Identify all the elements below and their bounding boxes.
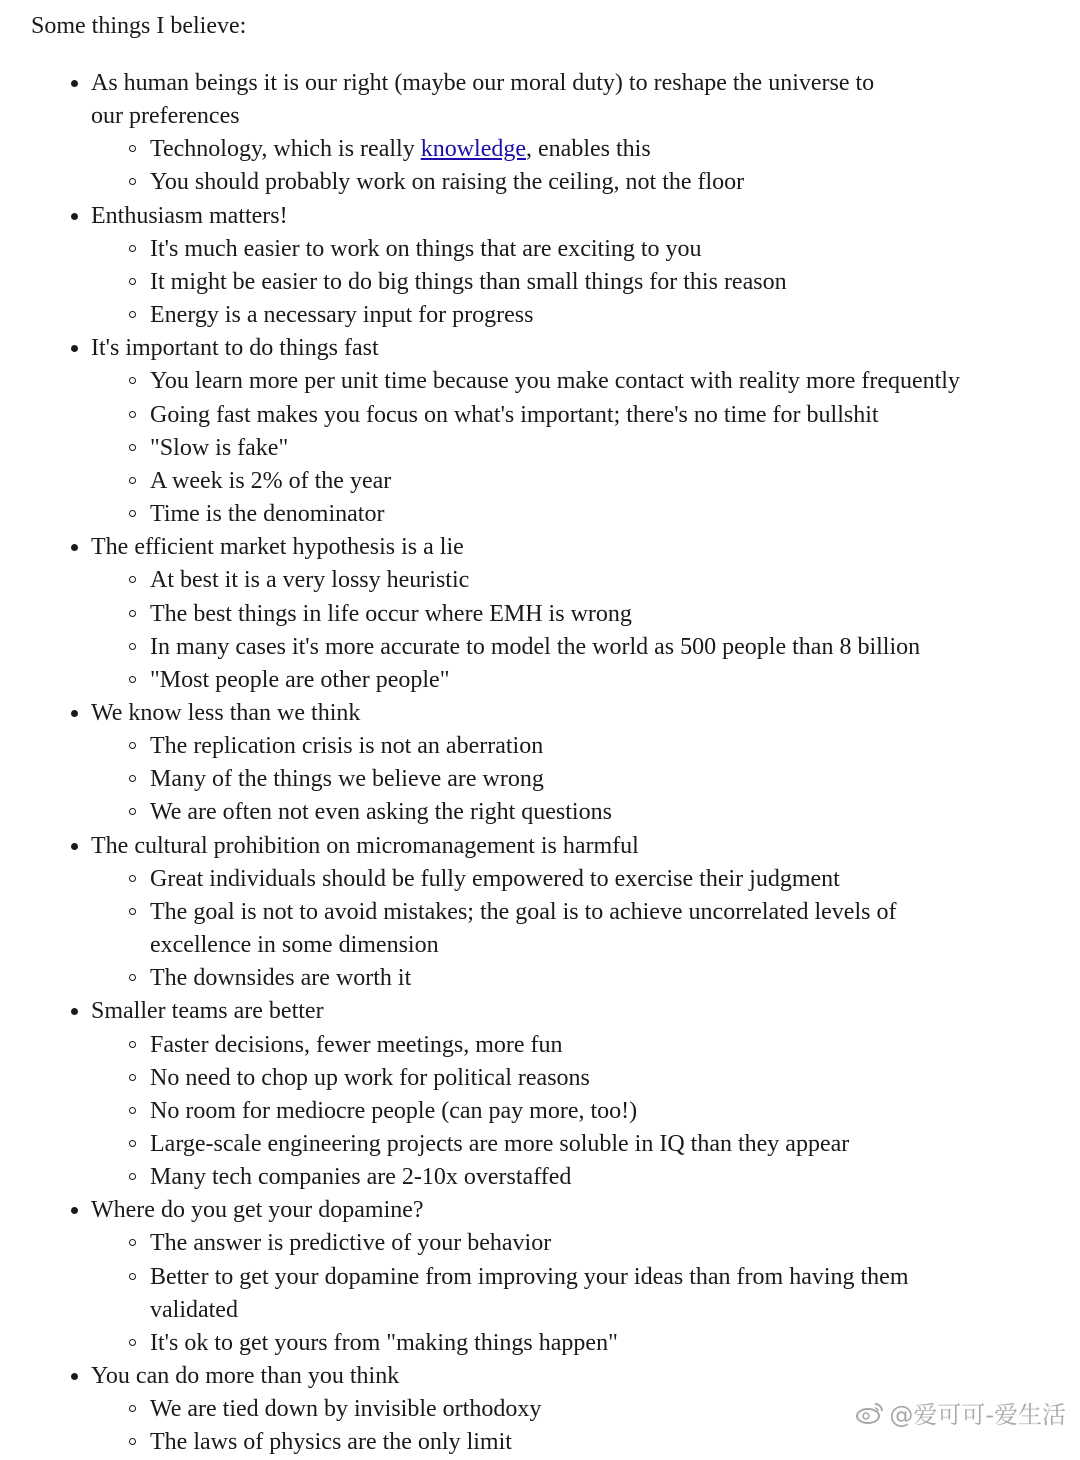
sub-item-text — [150, 133, 1000, 166]
sub-list — [91, 233, 1040, 332]
bullet-circle-icon — [129, 1173, 136, 1180]
sub-list — [91, 730, 1040, 829]
sub-item — [91, 1261, 1040, 1327]
sub-item — [91, 730, 1040, 763]
bullet-circle-icon — [129, 178, 136, 185]
bullet-disc-icon — [71, 1373, 78, 1380]
sub-item — [91, 1128, 1040, 1161]
bullet-circle-icon — [129, 145, 136, 152]
bullet-circle-icon — [129, 742, 136, 749]
bullet-circle-icon — [129, 875, 136, 882]
sub-item — [91, 299, 1040, 332]
bullet-circle-icon — [129, 974, 136, 981]
sub-item-text: The downsides are worth it — [150, 965, 412, 992]
bullet-disc-icon — [71, 1008, 78, 1015]
sub-list — [91, 133, 1040, 199]
belief-text: Enthusiasm matters! — [91, 202, 288, 229]
bullet-circle-icon — [129, 676, 136, 683]
belief-item — [0, 995, 1040, 1194]
sub-item-text: Great individuals should be fully empowered to exercise their judgment — [150, 865, 840, 892]
bullet-circle-icon — [129, 477, 136, 484]
sub-item — [91, 863, 1040, 896]
sub-item — [91, 896, 1040, 962]
bullet-circle-icon — [129, 908, 136, 915]
sub-item-text: The laws of physics are the only limit — [150, 1429, 512, 1456]
bullet-circle-icon — [129, 808, 136, 815]
sub-item — [91, 133, 1040, 166]
sub-item — [91, 432, 1040, 465]
bullet-circle-icon — [129, 444, 136, 451]
sub-item — [91, 796, 1040, 829]
sub-item-text: The best things in life occur where EMH is wrong — [150, 600, 632, 627]
belief-item — [0, 200, 1040, 333]
sub-item-text: The answer is predictive of your behavior — [150, 1230, 552, 1257]
sub-item — [91, 1161, 1040, 1194]
bullet-circle-icon — [129, 1107, 136, 1114]
belief-item — [0, 1194, 1040, 1360]
sub-list — [91, 863, 1040, 996]
belief-item — [0, 531, 1040, 697]
bullet-disc-icon — [71, 843, 78, 850]
belief-item — [0, 332, 1040, 531]
bullet-disc-icon — [71, 544, 78, 551]
sub-item-text: "Most people are other people" — [150, 666, 450, 693]
watermark-text: @爱可可-爱生活 — [889, 1401, 1066, 1429]
sub-item-text: We are tied down by invisible orthodoxy — [150, 1396, 542, 1423]
page-heading: Some things I believe: — [31, 13, 247, 39]
belief-item — [0, 830, 1040, 996]
sub-list — [91, 1029, 1040, 1195]
sub-item-text: We are often not even asking the right questions — [150, 799, 612, 826]
sub-item-text: In many cases it's more accurate to model the world as 500 people than 8 billion — [150, 633, 921, 660]
bullet-circle-icon — [129, 1239, 136, 1246]
sub-item-text: Many tech companies are 2-10x overstaffed — [150, 1164, 572, 1191]
sub-item-text: Going fast makes you focus on what's important; there's no time for bullshit — [150, 401, 879, 428]
bullet-circle-icon — [129, 610, 136, 617]
bullet-disc-icon — [71, 80, 78, 87]
bullet-disc-icon — [71, 1207, 78, 1214]
bullet-circle-icon — [129, 643, 136, 650]
watermark — [855, 1395, 1066, 1430]
bullet-circle-icon — [129, 311, 136, 318]
sub-item-text: It might be easier to do big things than small things for this reason — [150, 268, 787, 295]
sub-item — [91, 564, 1040, 597]
sub-item-text: Better to get your dopamine from improving your ideas than from having them validated — [150, 1263, 909, 1323]
sub-item-text: The goal is not to avoid mistakes; the goal is to achieve uncorrelated levels of excellence in some dimension — [150, 898, 897, 959]
sub-item-text: Energy is a necessary input for progress — [150, 302, 534, 329]
sub-item — [91, 664, 1040, 697]
sub-item-text-before: Technology, which is really — [150, 136, 421, 163]
sub-item-text: "Slow is fake" — [150, 434, 289, 461]
sub-item-text: No room for mediocre people (can pay more, too!) — [150, 1097, 638, 1124]
bullet-circle-icon — [129, 1438, 136, 1445]
sub-item-text: It's ok to get yours from "making things happen" — [150, 1329, 618, 1356]
sub-item — [91, 598, 1040, 631]
sub-item — [91, 166, 1040, 199]
sub-item-text: Time is the denominator — [150, 501, 385, 528]
belief-text: As human beings it is our right (maybe our moral duty) to reshape the universe to our preferences — [91, 70, 875, 130]
sub-list — [91, 564, 1040, 697]
sub-item-text: The replication crisis is not an aberration — [150, 733, 544, 760]
sub-item — [91, 1029, 1040, 1062]
bullet-circle-icon — [129, 1405, 136, 1412]
bullet-circle-icon — [129, 1339, 136, 1346]
sub-item-text-after: , enables this — [526, 136, 651, 163]
belief-item — [0, 67, 1040, 200]
bullet-circle-icon — [129, 377, 136, 384]
knowledge-link[interactable]: knowledge — [420, 136, 527, 163]
bullet-circle-icon — [129, 1273, 136, 1280]
belief-text: The efficient market hypothesis is a lie — [91, 534, 464, 561]
bullet-circle-icon — [129, 1074, 136, 1081]
belief-text: Where do you get your dopamine? — [91, 1197, 424, 1224]
beliefs-list — [0, 67, 1040, 1460]
sub-item-text: You learn more per unit time because you make contact with reality more frequently — [150, 368, 960, 395]
sub-list — [91, 1227, 1040, 1360]
belief-item — [0, 697, 1040, 830]
sub-item — [91, 498, 1040, 531]
bullet-circle-icon — [129, 576, 136, 583]
sub-item — [91, 465, 1040, 498]
belief-text: You can do more than you think — [91, 1363, 400, 1390]
sub-item — [91, 399, 1040, 432]
sub-item — [91, 1062, 1040, 1095]
sub-item — [91, 763, 1040, 796]
bullet-disc-icon — [71, 213, 78, 220]
sub-item-text: Many of the things we believe are wrong — [150, 766, 544, 793]
sub-item-text: You should probably work on raising the ceiling, not the floor — [150, 169, 745, 196]
bullet-circle-icon — [129, 1041, 136, 1048]
bullet-circle-icon — [129, 775, 136, 782]
sub-item-text: No need to chop up work for political reasons — [150, 1064, 590, 1091]
sub-item — [91, 1227, 1040, 1260]
sub-item — [91, 962, 1040, 995]
sub-item — [91, 365, 1040, 398]
sub-item-text: A week is 2% of the year — [150, 467, 392, 494]
sub-item-text: At best it is a very lossy heuristic — [150, 567, 470, 594]
sub-item — [91, 1327, 1040, 1360]
bullet-disc-icon — [71, 345, 78, 352]
bullet-circle-icon — [129, 510, 136, 517]
sub-item-text: Faster decisions, fewer meetings, more fun — [150, 1031, 563, 1058]
bullet-circle-icon — [129, 411, 136, 418]
bullet-circle-icon — [129, 278, 136, 285]
belief-text: Smaller teams are better — [91, 998, 324, 1025]
sub-item — [91, 1426, 1040, 1459]
bullet-disc-icon — [71, 710, 78, 717]
sub-item — [91, 233, 1040, 266]
belief-text: It's important to do things fast — [91, 335, 379, 362]
sub-item — [91, 266, 1040, 299]
belief-text: We know less than we think — [91, 699, 361, 726]
bullet-circle-icon — [129, 245, 136, 252]
sub-list — [91, 365, 1040, 531]
bullet-circle-icon — [129, 1140, 136, 1147]
belief-text: The cultural prohibition on micromanagement is harmful — [91, 832, 639, 859]
sub-item — [91, 631, 1040, 664]
sub-item-text: It's much easier to work on things that are exciting to you — [150, 235, 702, 262]
sub-item-text: Large-scale engineering projects are more soluble in IQ than they appear — [150, 1131, 850, 1157]
sub-item — [91, 1095, 1040, 1128]
weibo-icon — [855, 1401, 885, 1425]
